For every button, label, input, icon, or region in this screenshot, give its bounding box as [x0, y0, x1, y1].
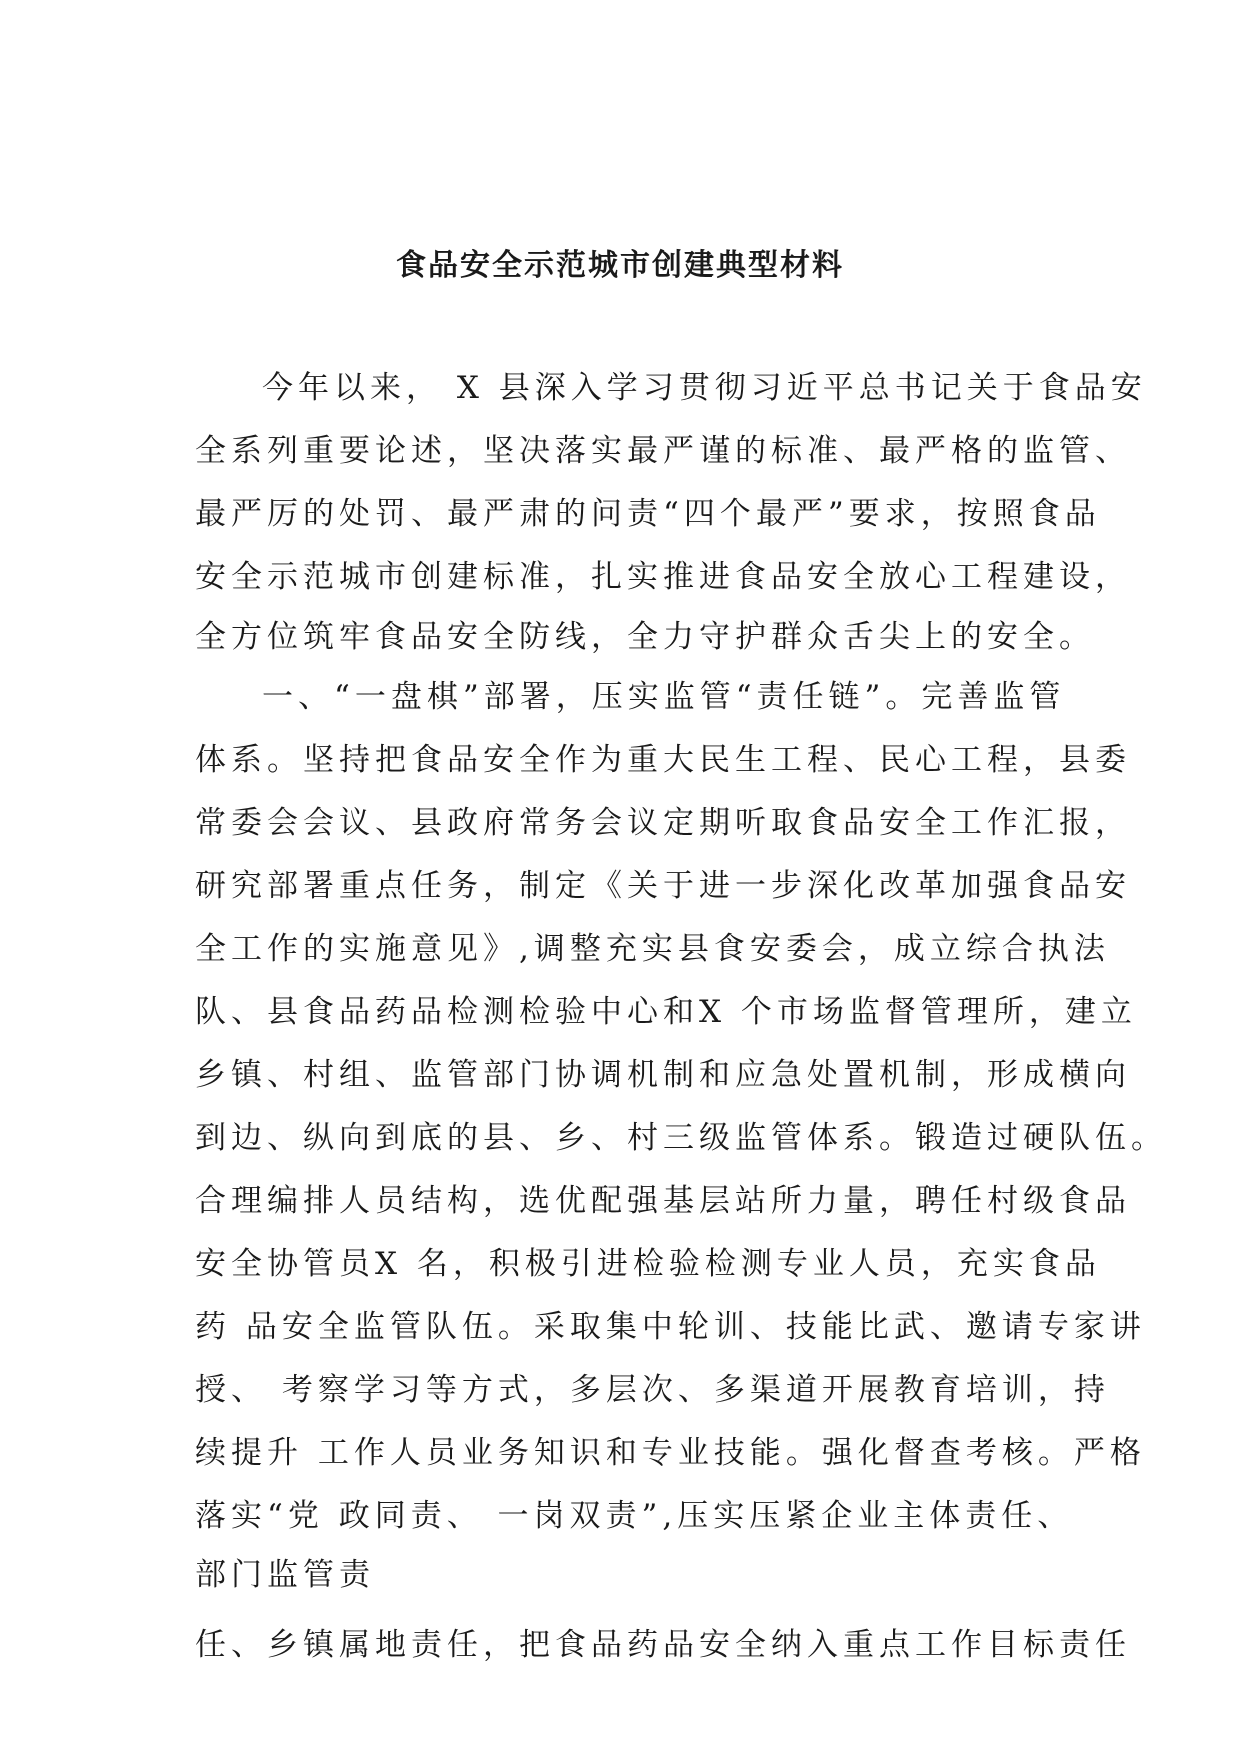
paragraph-line: 续提升 工作人员业务知识和专业技能。强化督查考核。严格	[195, 1435, 1146, 1471]
paragraph-line: 落实“党 政同责、 一岗双责”,压实压紧企业主体责任、	[195, 1498, 1074, 1534]
paragraph-line: 安全示范城市创建标准，扎实推进食品安全放心工程建设，	[195, 559, 1131, 595]
paragraph-line: 常委会会议、县政府常务会议定期听取食品安全工作汇报，	[195, 805, 1131, 841]
paragraph-line: 全系列重要论述，坚决落实最严谨的标准、最严格的监管、	[195, 433, 1131, 469]
paragraph-line: 今年以来， X 县深入学习贯彻习近平总书记关于食品安	[262, 370, 1147, 406]
paragraph-line: 体系。坚持把食品安全作为重大民生工程、民心工程，县委	[195, 742, 1131, 778]
paragraph-line: 研究部署重点任务，制定《关于进一步深化改革加强食品安	[195, 868, 1131, 904]
paragraph-line: 最严厉的处罚、最严肃的问责“四个最严”要求，按照食品	[195, 496, 1101, 532]
paragraph-line: 药 品安全监管队伍。采取集中轮训、技能比武、邀请专家讲	[195, 1309, 1146, 1345]
paragraph-line: 乡镇、村组、监管部门协调机制和应急处置机制，形成横向	[195, 1057, 1131, 1093]
paragraph-line: 全工作的实施意见》,调整充实县食安委会，成立综合执法	[195, 931, 1110, 967]
paragraph-line: 到边、纵向到底的县、乡、村三级监管体系。锻造过硬队伍。	[195, 1120, 1167, 1156]
document-title: 食品安全示范城市创建典型材料	[396, 248, 844, 283]
paragraph-line: 合理编排人员结构，选优配强基层站所力量，聘任村级食品	[195, 1183, 1131, 1219]
paragraph-line: 任、乡镇属地责任，把食品药品安全纳入重点工作目标责任	[195, 1627, 1131, 1663]
paragraph-line: 部门监管责	[195, 1557, 375, 1593]
paragraph-line: 安全协管员X 名，积极引进检验检测专业人员，充实食品	[195, 1246, 1101, 1282]
paragraph-line: 队、县食品药品检测检验中心和X 个市场监督管理所，建立	[195, 994, 1137, 1030]
paragraph-line: 全方位筑牢食品安全防线，全力守护群众舌尖上的安全。	[195, 619, 1095, 655]
paragraph-line: 授、 考察学习等方式，多层次、多渠道开展教育培训，持	[195, 1372, 1110, 1408]
paragraph-line: 一、“一盘棋”部署，压实监管“责任链”。完善监管	[262, 679, 1066, 715]
